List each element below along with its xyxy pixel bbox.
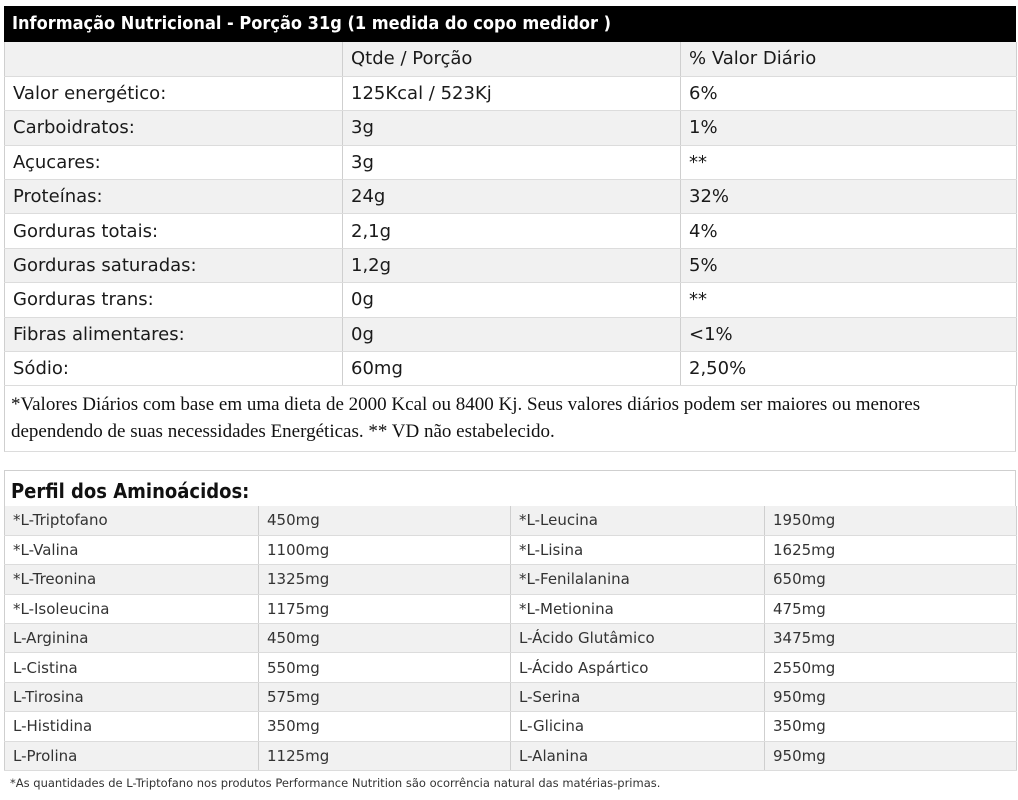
nutrient-name: Gorduras trans:	[5, 283, 343, 317]
nutrient-daily-value: **	[681, 283, 1017, 317]
nutrient-daily-value: 32%	[681, 180, 1017, 214]
nutrient-quantity: 0g	[343, 283, 681, 317]
amino-row	[5, 653, 1017, 682]
amino-title: Perfil dos Aminoácidos:	[4, 470, 1016, 506]
nutrient-name: Proteínas:	[5, 180, 343, 214]
column-header-nutrient	[5, 42, 343, 76]
nutrient-quantity: 125Kcal / 523Kj	[343, 76, 681, 110]
amino-name: L-Ácido Glutâmico	[511, 624, 765, 653]
nutrient-name: Valor energético:	[5, 76, 343, 110]
amino-amount: 450mg	[259, 624, 511, 653]
nutrition-row	[5, 248, 1017, 282]
amino-amount: 2550mg	[765, 653, 1017, 682]
nutrient-daily-value: 4%	[681, 214, 1017, 248]
amino-amount: 475mg	[765, 594, 1017, 623]
amino-amount: 450mg	[259, 506, 511, 535]
amino-acid-profile-table	[4, 470, 1016, 795]
amino-amount: 1950mg	[765, 506, 1017, 535]
amino-row	[5, 506, 1017, 535]
nutrition-row	[5, 145, 1017, 179]
amino-name: L-Histidina	[5, 712, 259, 741]
amino-row	[5, 741, 1017, 770]
amino-amount: 1125mg	[259, 741, 511, 770]
nutrition-row	[5, 214, 1017, 248]
nutrition-facts-table	[4, 6, 1016, 452]
amino-name: L-Alanina	[511, 741, 765, 770]
daily-value-note: *Valores Diários com base em uma dieta de 2000 Kcal ou 8400 Kj. Seus valores diários podem ser maiores ou menores dependendo de suas necessidades Energéticas. ** VD não estabelecido.	[4, 386, 1016, 452]
amino-name: *L-Valina	[5, 535, 259, 564]
nutrition-row	[5, 111, 1017, 145]
nutrient-quantity: 3g	[343, 145, 681, 179]
amino-name: L-Serina	[511, 682, 765, 711]
nutrition-row	[5, 352, 1017, 386]
amino-name: L-Glicina	[511, 712, 765, 741]
amino-row	[5, 682, 1017, 711]
amino-name: L-Ácido Aspártico	[511, 653, 765, 682]
amino-name: *L-Triptofano	[5, 506, 259, 535]
amino-row	[5, 624, 1017, 653]
amino-amount: 350mg	[259, 712, 511, 741]
amino-name: *L-Lisina	[511, 535, 765, 564]
nutrient-name: Gorduras saturadas:	[5, 248, 343, 282]
amino-name: L-Prolina	[5, 741, 259, 770]
amino-amount: 1625mg	[765, 535, 1017, 564]
nutrient-name: Fibras alimentares:	[5, 317, 343, 351]
nutrient-daily-value: 6%	[681, 76, 1017, 110]
amino-name: L-Arginina	[5, 624, 259, 653]
nutrition-title: Informação Nutricional - Porção 31g (1 medida do copo medidor )	[4, 6, 1016, 42]
nutrient-daily-value: 5%	[681, 248, 1017, 282]
nutrition-row	[5, 76, 1017, 110]
amino-amount: 1175mg	[259, 594, 511, 623]
amino-amount: 1325mg	[259, 565, 511, 594]
nutrient-quantity: 24g	[343, 180, 681, 214]
amino-name: *L-Treonina	[5, 565, 259, 594]
nutrition-grid	[4, 42, 1017, 386]
nutrition-row	[5, 283, 1017, 317]
nutrient-quantity: 60mg	[343, 352, 681, 386]
nutrient-daily-value: <1%	[681, 317, 1017, 351]
amino-name: *L-Metionina	[511, 594, 765, 623]
amino-row	[5, 565, 1017, 594]
amino-name: L-Cistina	[5, 653, 259, 682]
nutrient-daily-value: **	[681, 145, 1017, 179]
amino-amount: 650mg	[765, 565, 1017, 594]
nutrient-daily-value: 2,50%	[681, 352, 1017, 386]
nutrient-name: Carboidratos:	[5, 111, 343, 145]
amino-name: *L-Leucina	[511, 506, 765, 535]
amino-amount: 550mg	[259, 653, 511, 682]
amino-row	[5, 594, 1017, 623]
amino-name: L-Tirosina	[5, 682, 259, 711]
nutrient-name: Sódio:	[5, 352, 343, 386]
amino-amount: 1100mg	[259, 535, 511, 564]
amino-amount: 350mg	[765, 712, 1017, 741]
amino-name: *L-Fenilalanina	[511, 565, 765, 594]
column-header-daily-value: % Valor Diário	[681, 42, 1017, 76]
column-header-quantity: Qtde / Porção	[343, 42, 681, 76]
amino-amount: 3475mg	[765, 624, 1017, 653]
tryptophan-footnote: *As quantidades de L-Triptofano nos produtos Performance Nutrition são ocorrência natural das matérias-primas.	[10, 776, 661, 791]
amino-row	[5, 712, 1017, 741]
nutrient-name: Açucares:	[5, 145, 343, 179]
amino-amount: 950mg	[765, 682, 1017, 711]
amino-amount: 575mg	[259, 682, 511, 711]
nutrient-quantity: 2,1g	[343, 214, 681, 248]
nutrient-quantity: 1,2g	[343, 248, 681, 282]
nutrition-row	[5, 180, 1017, 214]
amino-name: *L-Isoleucina	[5, 594, 259, 623]
amino-row	[5, 535, 1017, 564]
nutrient-name: Gorduras totais:	[5, 214, 343, 248]
nutrition-row	[5, 317, 1017, 351]
nutrient-daily-value: 1%	[681, 111, 1017, 145]
nutrient-quantity: 0g	[343, 317, 681, 351]
nutrition-header-row	[5, 42, 1017, 76]
amino-grid	[4, 506, 1017, 771]
nutrient-quantity: 3g	[343, 111, 681, 145]
amino-amount: 950mg	[765, 741, 1017, 770]
